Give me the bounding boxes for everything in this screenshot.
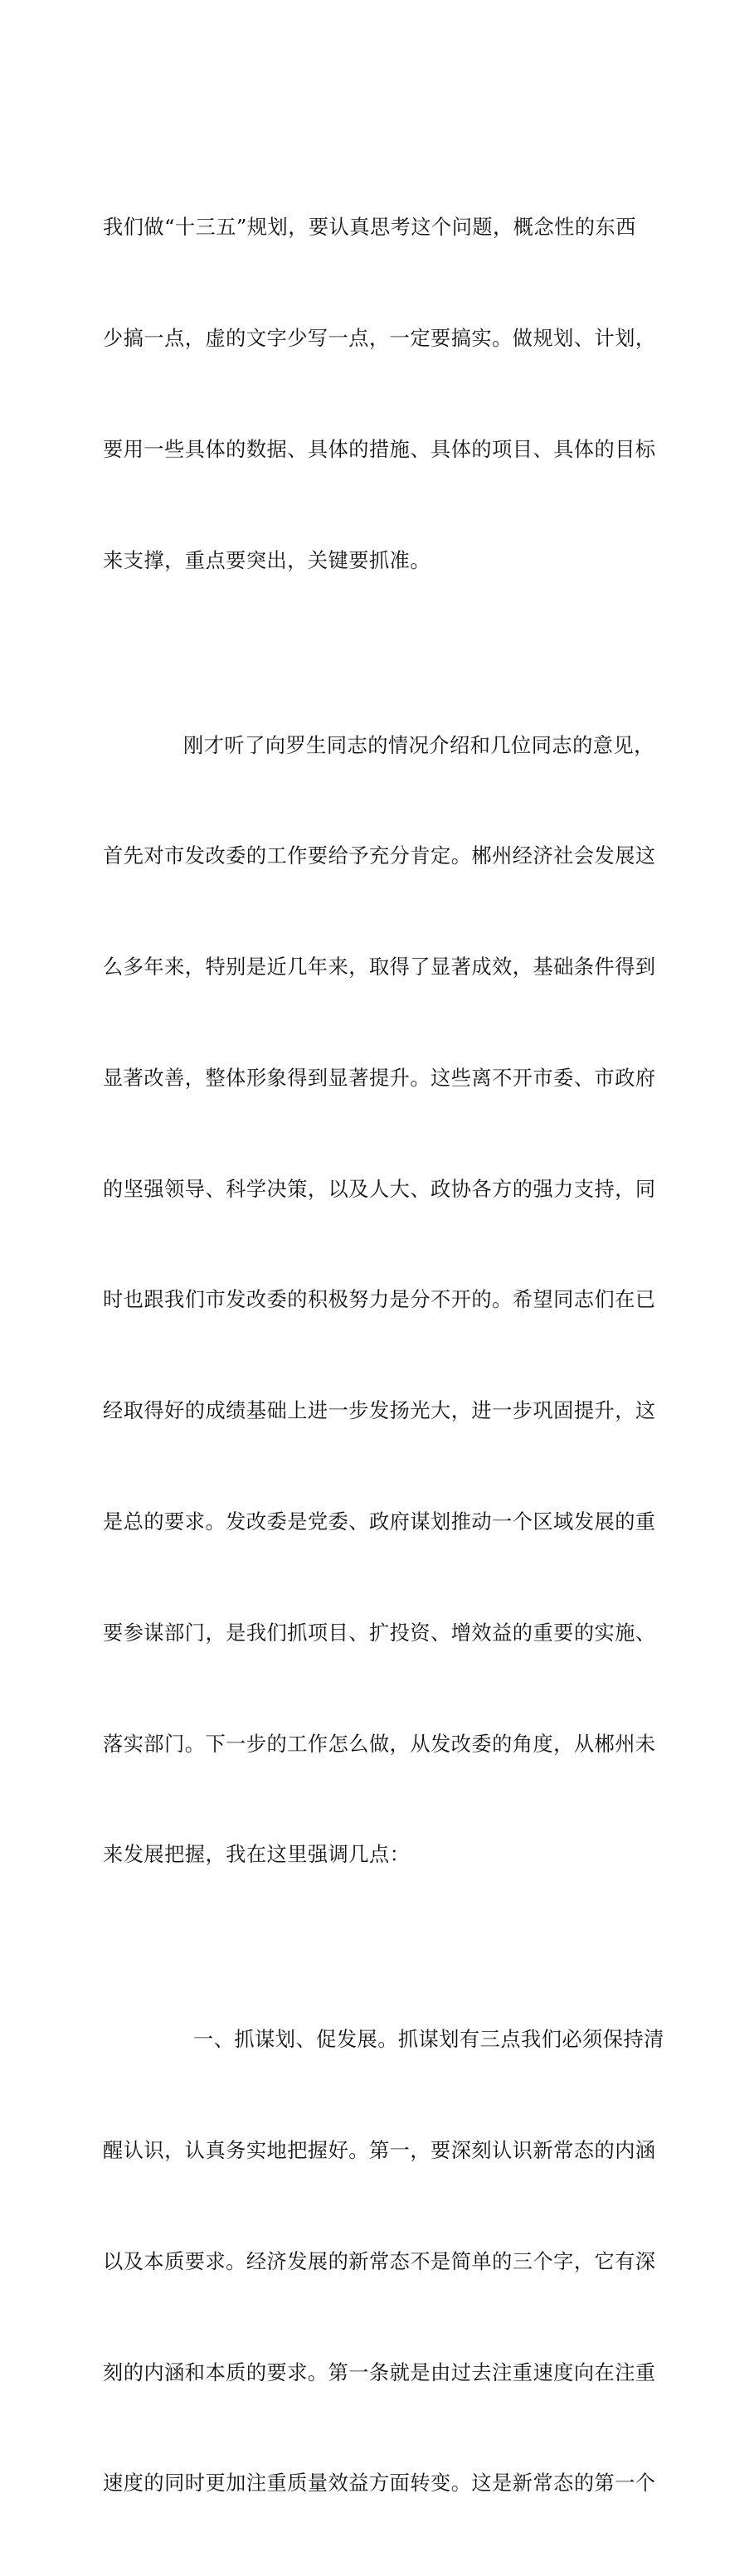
text-line: 速度的同时更加注重质量效益方面转变。这是新常态的第一个 [103, 2472, 656, 2496]
text-line: 少搞一点，虚的文字少写一点，一定要搞实。做规划、计划， [103, 326, 656, 350]
text-line: 要参谋部门，是我们抓项目、扩投资、增效益的重要的实施、 [103, 1621, 656, 1645]
text-line: 来支撑，重点要突出，关键要抓准。 [103, 548, 431, 572]
text-line: 刻的内涵和本质的要求。第一条就是由过去注重速度向在注重 [103, 2360, 656, 2384]
text-line: 刚才听了向罗生同志的情况介绍和几位同志的意见， [183, 733, 654, 757]
text-line: 落实部门。下一步的工作怎么做，从发改委的角度，从郴州未 [103, 1732, 656, 1756]
text-line: 来发展把握，我在这里强调几点： [103, 1843, 411, 1867]
text-line: 的坚强领导、科学决策，以及人大、政协各方的强力支持，同 [103, 1177, 656, 1201]
text-line: 么多年来，特别是近几年来，取得了显著成效，基础条件得到 [103, 955, 656, 979]
text-line: 是总的要求。发改委是党委、政府谋划推动一个区域发展的重 [103, 1509, 656, 1533]
text-line: 以及本质要求。经济发展的新常态不是简单的三个字，它有深 [103, 2249, 656, 2273]
text-line: 首先对市发改委的工作要给予充分肯定。郴州经济社会发展这 [103, 844, 656, 868]
text-line: 经取得好的成绩基础上进一步发扬光大，进一步巩固提升，这 [103, 1399, 656, 1423]
text-line: 我们做“十三五”规划，要认真思考这个问题，概念性的东西 [103, 216, 636, 240]
paragraph-planning [103, 135, 667, 653]
text-line: 显著改善，整体形象得到显著提升。这些离不开市委、市政府 [103, 1066, 656, 1090]
document-body [103, 135, 667, 2576]
text-line: 一、抓谋划、促发展。抓谋划有三点我们必须保持清 [193, 2028, 664, 2052]
text-line: 要用一些具体的数据、具体的措施、具体的项目、具体的目标 [103, 437, 656, 461]
text-line: 时也跟我们市发改委的积极努力是分不开的。希望同志们在已 [103, 1288, 656, 1312]
paragraph-section-one [103, 1947, 667, 2576]
paragraph-affirmation [103, 653, 667, 1947]
text-line: 醒认识，认真务实地把握好。第一，要深刻认识新常态的内涵 [103, 2139, 656, 2163]
